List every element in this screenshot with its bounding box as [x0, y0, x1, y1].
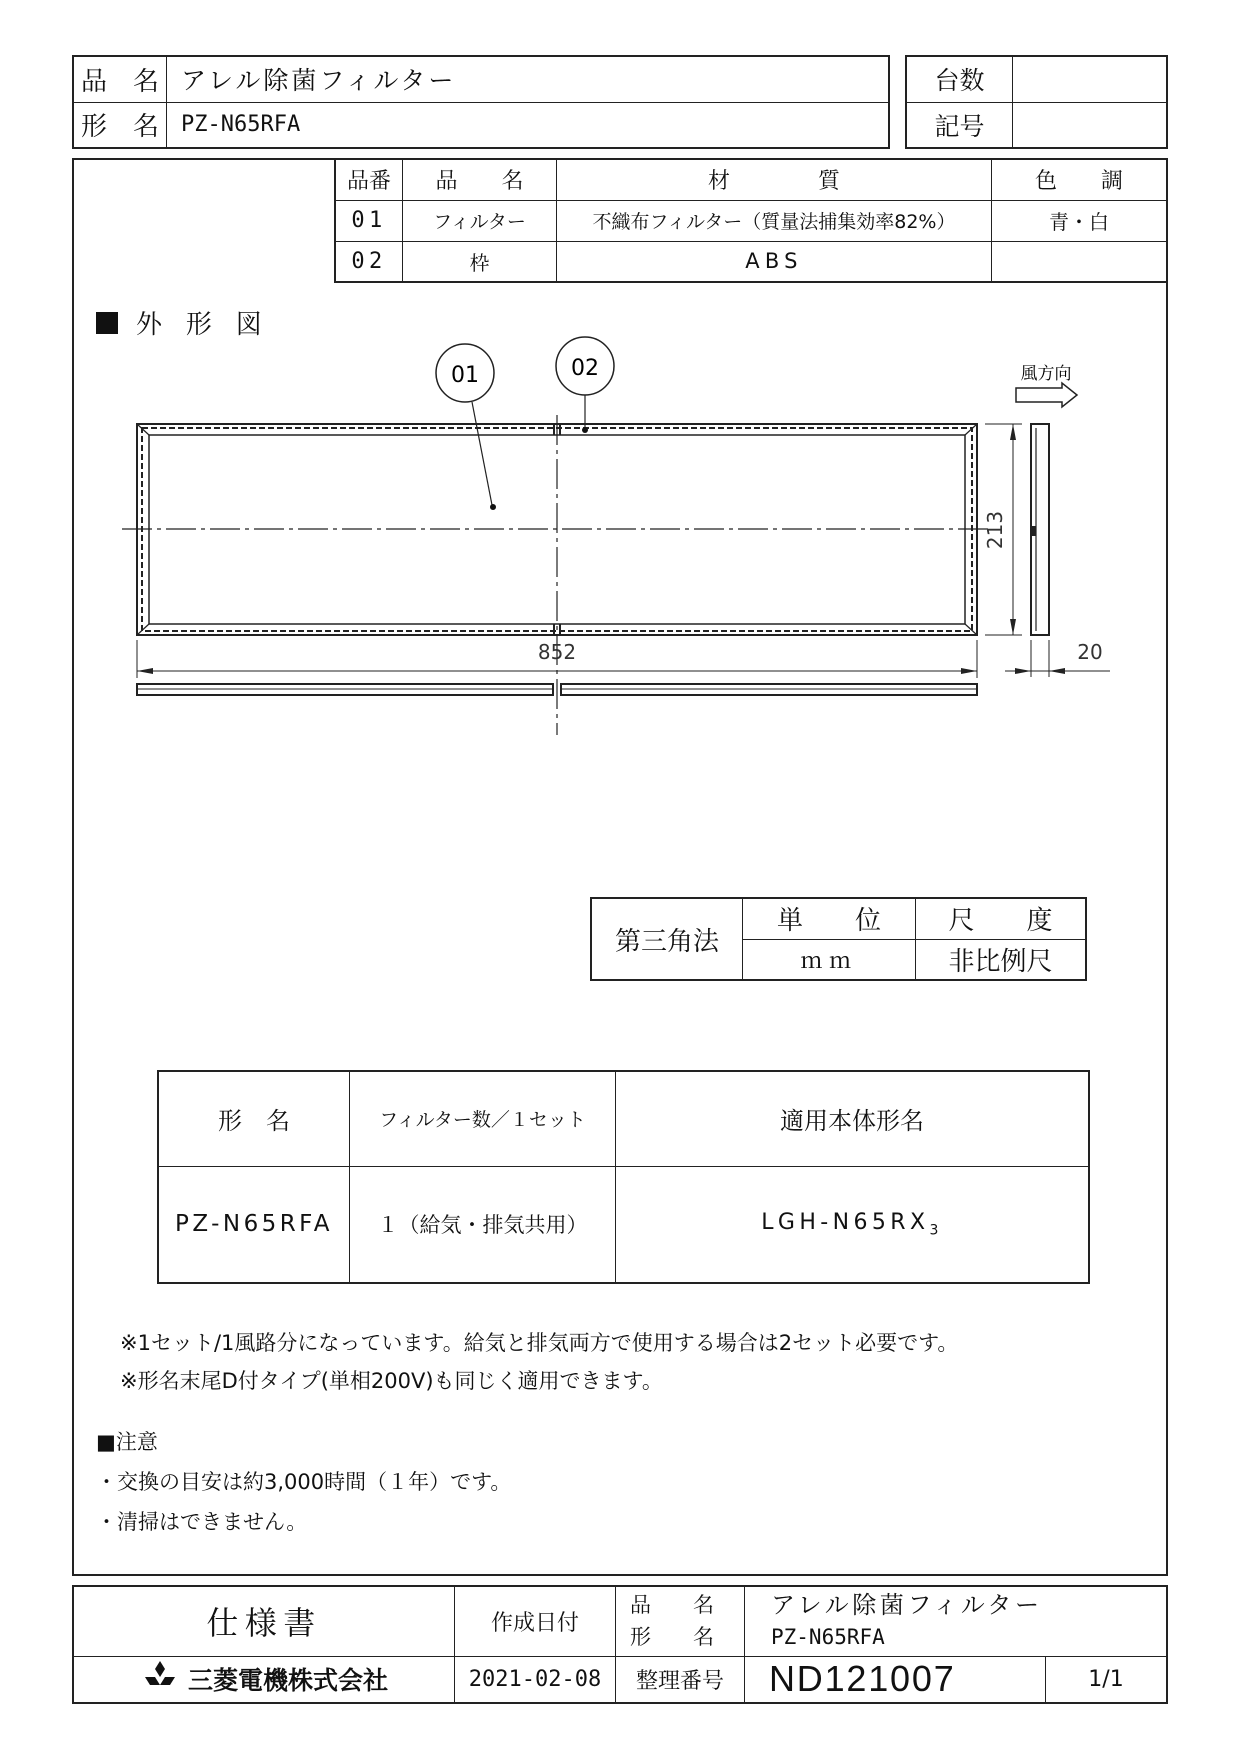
applicable-model-suffix: 3 [929, 1222, 943, 1239]
count-value: １（給気・排気共用） [350, 1166, 616, 1283]
katamei-value: PZ-N65RFA [167, 102, 890, 148]
height-dimension: 213 [983, 510, 1007, 550]
models-header-count: フィルター数／１セット [350, 1071, 616, 1166]
parts-header-name: 品 名 [403, 159, 557, 200]
section-title-text: 外 形 図 [136, 310, 270, 340]
wind-arrow-icon [1016, 383, 1077, 407]
scale-value: 非比例尺 [916, 939, 1087, 980]
table-row [158, 1166, 1089, 1283]
width-dimension: 852 [537, 640, 577, 664]
callout-02-label: 02 [571, 356, 599, 381]
kigo-label: 記号 [906, 102, 1013, 148]
company-name: 三菱電機株式会社 [187, 1666, 388, 1696]
parts-header-color: 色 調 [992, 159, 1168, 200]
hinmei-label: 品 名 [73, 56, 167, 102]
caution-item: ・清掃はできません。 [96, 1510, 308, 1534]
part-name: 枠 [403, 241, 557, 282]
outline-drawing [0, 0, 1240, 760]
title-block [72, 1585, 1168, 1704]
applicable-model-cell [616, 1166, 1090, 1283]
model-value: PZ-N65RFA [158, 1166, 350, 1283]
part-name: フィルター [403, 200, 557, 241]
daisu-label: 台数 [906, 56, 1013, 102]
parts-header-no: 品番 [335, 159, 403, 200]
note-line: ※1セット/1風路分になっています。給気と排気両方で使用する場合は2セット必要です。 [120, 1331, 959, 1355]
caution-title: ■注意 [96, 1430, 158, 1454]
scale-label: 尺 度 [916, 898, 1087, 939]
caution [96, 1422, 511, 1542]
unit-value: ｍｍ [743, 939, 916, 980]
mitsubishi-logo-icon [140, 1661, 180, 1697]
depth-dimension: 20 [1077, 640, 1103, 664]
notes [120, 1324, 958, 1400]
models-header-model: 形 名 [158, 1071, 350, 1166]
footer-hinmei-label: 品 名 [630, 1593, 714, 1618]
part-color: 青・白 [992, 200, 1168, 241]
page-number: 1/1 [1046, 1656, 1168, 1703]
seiri-value: ND121007 [745, 1656, 1046, 1703]
caution-item: ・交換の目安は約3,000時間（１年）です。 [96, 1470, 512, 1494]
part-no: 01 [335, 200, 403, 241]
callout-01-label: 01 [451, 363, 479, 388]
footer-katamei-value: PZ-N65RFA [771, 1625, 885, 1650]
parts-header-material: 材 質 [557, 159, 992, 200]
applicable-model-value: LGH-N65RX [761, 1210, 930, 1236]
note-line: ※形名末尾D付タイプ(単相200V)も同じく適用できます。 [120, 1369, 663, 1393]
hinmei-value: アレル除菌フィルター [167, 56, 890, 102]
part-material: ABS [557, 241, 992, 282]
footer-katamei-label: 形 名 [630, 1625, 714, 1650]
doc-type: 仕様書 [73, 1586, 455, 1656]
seiri-label: 整理番号 [616, 1656, 745, 1703]
created-label: 作成日付 [455, 1586, 616, 1656]
models-table [157, 1070, 1090, 1284]
projection-method: 第三角法 [591, 898, 743, 980]
footer-hinmei-value: アレル除菌フィルター [771, 1591, 1043, 1620]
wind-direction-label: 風方向 [1020, 364, 1072, 384]
unit-label: 単 位 [743, 898, 916, 939]
models-header-applicable: 適用本体形名 [616, 1071, 1090, 1166]
katamei-label: 形 名 [73, 102, 167, 148]
created-date: 2021-02-08 [455, 1656, 616, 1703]
part-no: 02 [335, 241, 403, 282]
part-material: 不織布フィルター（質量法捕集効率82%） [557, 200, 992, 241]
scale-table [590, 897, 1087, 981]
